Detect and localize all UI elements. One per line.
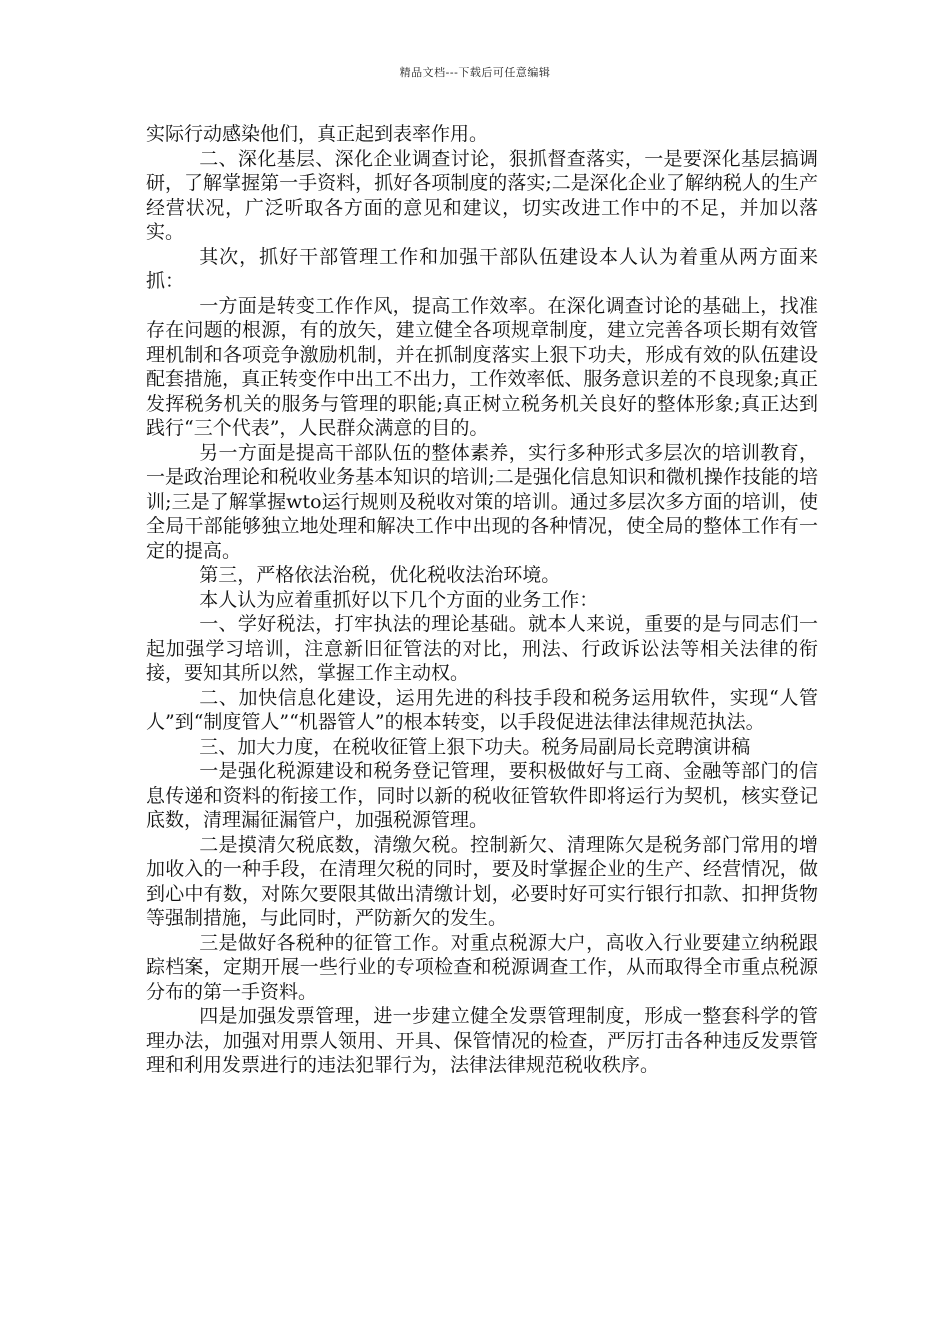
paragraph: 一、学好税法，打牢执法的理论基础。就本人来说，重要的是与同志们一起加强学习培训，注意新旧征管法的对比，刑法、行政诉讼法等相关法律的衔接，要知其所以然，掌握工作主动权。 [146, 613, 818, 684]
paragraph: 二是摸清欠税底数，清缴欠税。控制新欠、清理陈欠是税务部门常用的增加收入的一种手段，在清理欠税的同时，要及时掌握企业的生产、经营情况，做到心中有数，对陈欠要限其做出清缴计划，必要时好可实行银行扣款、扣押货物等强制措施，与此同时，严防新欠的发生。 [146, 833, 818, 929]
paragraph: 二、加快信息化建设，运用先进的科技手段和税务运用软件，实现“人管人”到“制度管人”“机器管人”的根本转变，以手段促进法律法律规范执法。 [146, 686, 818, 733]
paragraph: 其次，抓好干部管理工作和加强干部队伍建设本人认为着重从两方面来抓： [146, 245, 818, 292]
document-body [146, 122, 818, 1078]
page-header: 精品文档---下载后可任意编辑 [399, 66, 551, 79]
paragraph: 二、深化基层、深化企业调查讨论，狠抓督查落实，一是要深化基层搞调研，了解掌握第一手资料，抓好各项制度的落实;二是深化企业了解纳税人的生产经营状况，广泛听取各方面的意见和建议，切实改进工作中的不足，并加以落实。 [146, 147, 818, 243]
paragraph: 三、加大力度，在税收征管上狠下功夫。税务局副局长竞聘演讲稿 [199, 735, 751, 758]
paragraph: 三是做好各税种的征管工作。对重点税源大户，高收入行业要建立纳税跟踪档案，定期开展一些行业的专项检查和税源调查工作，从而取得全市重点税源分布的第一手资料。 [146, 931, 818, 1003]
paragraph: 本人认为应着重抓好以下几个方面的业务工作： [199, 588, 599, 611]
paragraph: 实际行动感染他们，真正起到表率作用。 [146, 123, 489, 145]
paragraph: 另一方面是提高干部队伍的整体素养，实行多种形式多层次的培训教育，一是政治理论和税收业务基本知识的培训;二是强化信息知识和微机操作技能的培训;三是了解掌握wto运行规则及税收对策的培训。通过多层次多方面的培训，使全局干部能够独立地处理和解决工作中出现的各种情况，使全局的整体工作有一定的提高。 [146, 441, 818, 562]
paragraph: 一方面是转变工作作风，提高工作效率。在深化调查讨论的基础上，找准存在问题的根源，有的放矢，建立健全各项规章制度，建立完善各项长期有效管理机制和各项竞争激励机制，并在抓制度落实上狠下功夫，形成有效的队伍建设配套措施，真正转变作中出工不出力，工作效率低、服务意识差的不良现象;真正发挥税务机关的服务与管理的职能;真正树立税务机关良好的整体形象;真正达到践行“三个代表”，人民群众满意的目的。 [146, 294, 818, 439]
paragraph: 四是加强发票管理，进一步建立健全发票管理制度，形成一整套科学的管理办法，加强对用票人领用、开具、保管情况的检查，严厉打击各种违反发票管理和利用发票进行的违法犯罪行为，法律法律规范税收秩序。 [146, 1005, 818, 1076]
paragraph: 一是强化税源建设和税务登记管理，要积极做好与工商、金融等部门的信息传递和资料的衔接工作，同时以新的税收征管软件即将运行为契机，核实登记底数，清理漏征漏管户，加强税源管理。 [146, 760, 818, 831]
paragraph: 第三，严格依法治税，优化税收法治环境。 [199, 564, 561, 586]
